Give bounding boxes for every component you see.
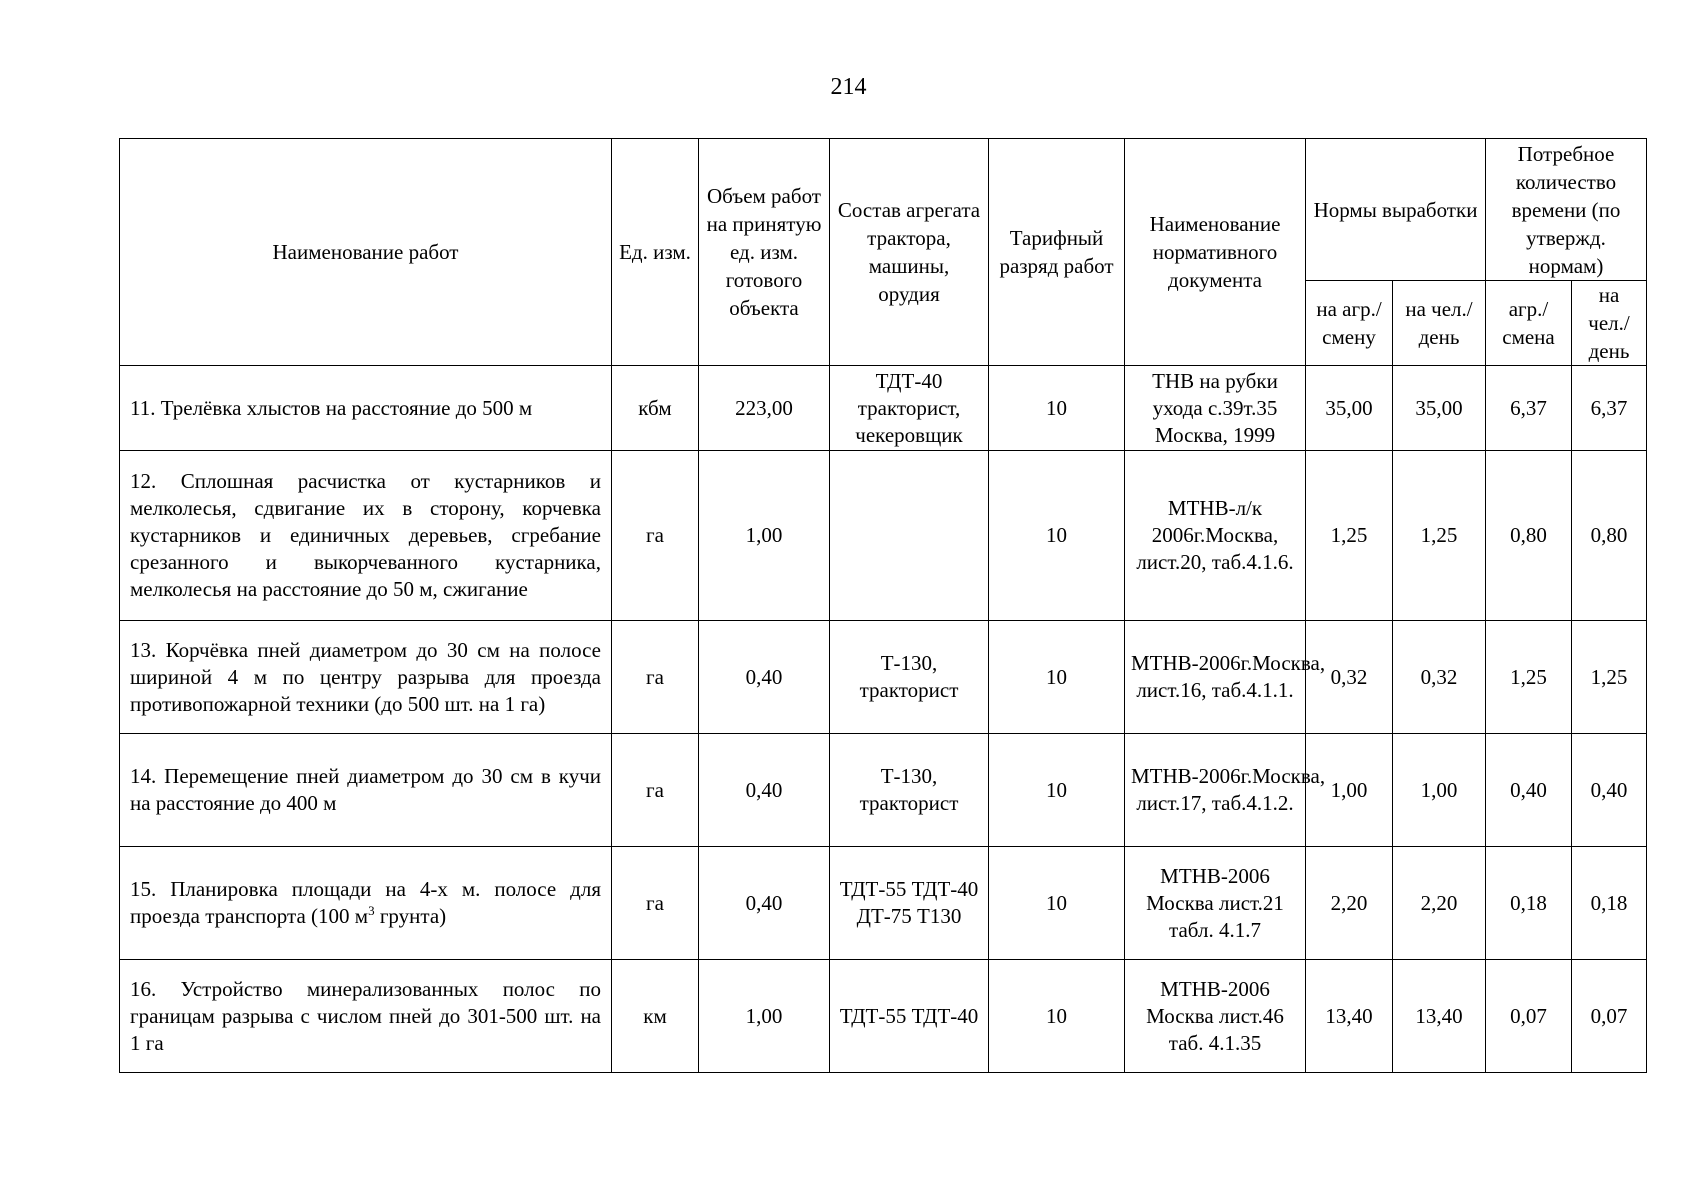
norm-agr-cell: 1,00 — [1306, 734, 1393, 847]
work-name: 14. Перемещение пней диаметром до 30 см в кучи на расстояние до 400 м — [120, 734, 612, 847]
header-norms-person: на чел./ день — [1393, 281, 1486, 366]
volume-cell: 0,40 — [699, 621, 830, 734]
document-cell: ТНВ на рубки ухода с.39т.35 Москва, 1999 — [1125, 366, 1306, 451]
norm-agr-cell: 13,40 — [1306, 960, 1393, 1073]
header-tariff: Тарифный разряд работ — [989, 139, 1125, 366]
document-cell: МТНВ-2006 Москва лист.46 таб. 4.1.35 — [1125, 960, 1306, 1073]
time-agr-cell: 0,80 — [1486, 451, 1572, 621]
norm-person-cell: 1,25 — [1393, 451, 1486, 621]
work-name — [120, 847, 612, 960]
volume-cell: 1,00 — [699, 960, 830, 1073]
work-norms-table — [119, 138, 1647, 1073]
header-norms: Нормы выработки — [1306, 139, 1486, 281]
volume-cell: 0,40 — [699, 847, 830, 960]
volume-cell: 1,00 — [699, 451, 830, 621]
time-person-cell: 0,18 — [1572, 847, 1647, 960]
document-cell: МТНВ-2006 Москва лист.21 табл. 4.1.7 — [1125, 847, 1306, 960]
time-agr-cell: 0,40 — [1486, 734, 1572, 847]
norm-person-cell: 13,40 — [1393, 960, 1486, 1073]
header-document: Наименование нормативного документа — [1125, 139, 1306, 366]
time-person-cell: 0,07 — [1572, 960, 1647, 1073]
document-cell: МТНВ-л/к 2006г.Москва, лист.20, таб.4.1.6. — [1125, 451, 1306, 621]
tariff-cell: 10 — [989, 734, 1125, 847]
unit-cell: кбм — [612, 366, 699, 451]
norm-person-cell: 35,00 — [1393, 366, 1486, 451]
table-row — [120, 451, 1647, 621]
unit-cell: км — [612, 960, 699, 1073]
volume-cell: 0,40 — [699, 734, 830, 847]
table-row — [120, 847, 1647, 960]
time-agr-cell: 1,25 — [1486, 621, 1572, 734]
time-agr-cell: 6,37 — [1486, 366, 1572, 451]
work-name: 16. Устройство минерализованных полос по границам разрыва с числом пней до 301-500 шт. на 1 га — [120, 960, 612, 1073]
table-row — [120, 734, 1647, 847]
header-volume: Объем работ на принятую ед. изм. готового объекта — [699, 139, 830, 366]
document-cell: МТНВ-2006г.Москва, лист.17, таб.4.1.2. — [1125, 734, 1306, 847]
composition-cell: ТДТ-40 тракторист, чекеровщик — [830, 366, 989, 451]
tariff-cell: 10 — [989, 451, 1125, 621]
document-cell: МТНВ-2006г.Москва, лист.16, таб.4.1.1. — [1125, 621, 1306, 734]
header-time-agr: агр./ смена — [1486, 281, 1572, 366]
composition-cell — [830, 451, 989, 621]
norm-person-cell: 1,00 — [1393, 734, 1486, 847]
table-row — [120, 621, 1647, 734]
tariff-cell: 10 — [989, 847, 1125, 960]
norm-agr-cell: 35,00 — [1306, 366, 1393, 451]
header-name: Наименование работ — [120, 139, 612, 366]
header-time-person: на чел./ день — [1572, 281, 1647, 366]
table-row — [120, 960, 1647, 1073]
header-norms-agr: на агр./ смену — [1306, 281, 1393, 366]
unit-cell: га — [612, 734, 699, 847]
work-name-text-end: грунта) — [374, 904, 447, 928]
work-name: 11. Трелёвка хлыстов на расстояние до 500 м — [120, 366, 612, 451]
work-name: 12. Сплошная расчистка от кустарников и мелколесья, сдвигание их в сторону, корчевка кустарников и единичных деревьев, сгребание срезанного и выкорчеванного кустарника, мелколесья на расстояние до 50 м, сжигание — [120, 451, 612, 621]
time-agr-cell: 0,07 — [1486, 960, 1572, 1073]
header-composition: Состав агрегата трактора, машины, орудия — [830, 139, 989, 366]
norm-agr-cell: 0,32 — [1306, 621, 1393, 734]
header-unit: Ед. изм. — [612, 139, 699, 366]
unit-cell: га — [612, 847, 699, 960]
norm-person-cell: 2,20 — [1393, 847, 1486, 960]
time-person-cell: 6,37 — [1572, 366, 1647, 451]
composition-cell: ТДТ-55 ТДТ-40 — [830, 960, 989, 1073]
composition-cell: ТДТ-55 ТДТ-40 ДТ-75 Т130 — [830, 847, 989, 960]
time-person-cell: 0,40 — [1572, 734, 1647, 847]
tariff-cell: 10 — [989, 366, 1125, 451]
header-time: Потребное количество времени (по утвержд. нормам) — [1486, 139, 1647, 281]
time-agr-cell: 0,18 — [1486, 847, 1572, 960]
superscript-cubed: 3 — [368, 903, 375, 918]
page-number: 214 — [830, 74, 867, 100]
norm-agr-cell: 2,20 — [1306, 847, 1393, 960]
work-name: 13. Корчёвка пней диаметром до 30 см на полосе шириной 4 м по центру разрыва для проезда противопожарной техники (до 500 шт. на 1 га) — [120, 621, 612, 734]
norm-person-cell: 0,32 — [1393, 621, 1486, 734]
work-name-text: 15. Планировка площади на 4-х м. полосе для проезда транспорта (100 м — [130, 877, 601, 928]
unit-cell: га — [612, 621, 699, 734]
composition-cell: Т-130, тракторист — [830, 621, 989, 734]
unit-cell: га — [612, 451, 699, 621]
norm-agr-cell: 1,25 — [1306, 451, 1393, 621]
time-person-cell: 0,80 — [1572, 451, 1647, 621]
table-row — [120, 366, 1647, 451]
tariff-cell: 10 — [989, 621, 1125, 734]
composition-cell: Т-130, тракторист — [830, 734, 989, 847]
tariff-cell: 10 — [989, 960, 1125, 1073]
time-person-cell: 1,25 — [1572, 621, 1647, 734]
volume-cell: 223,00 — [699, 366, 830, 451]
